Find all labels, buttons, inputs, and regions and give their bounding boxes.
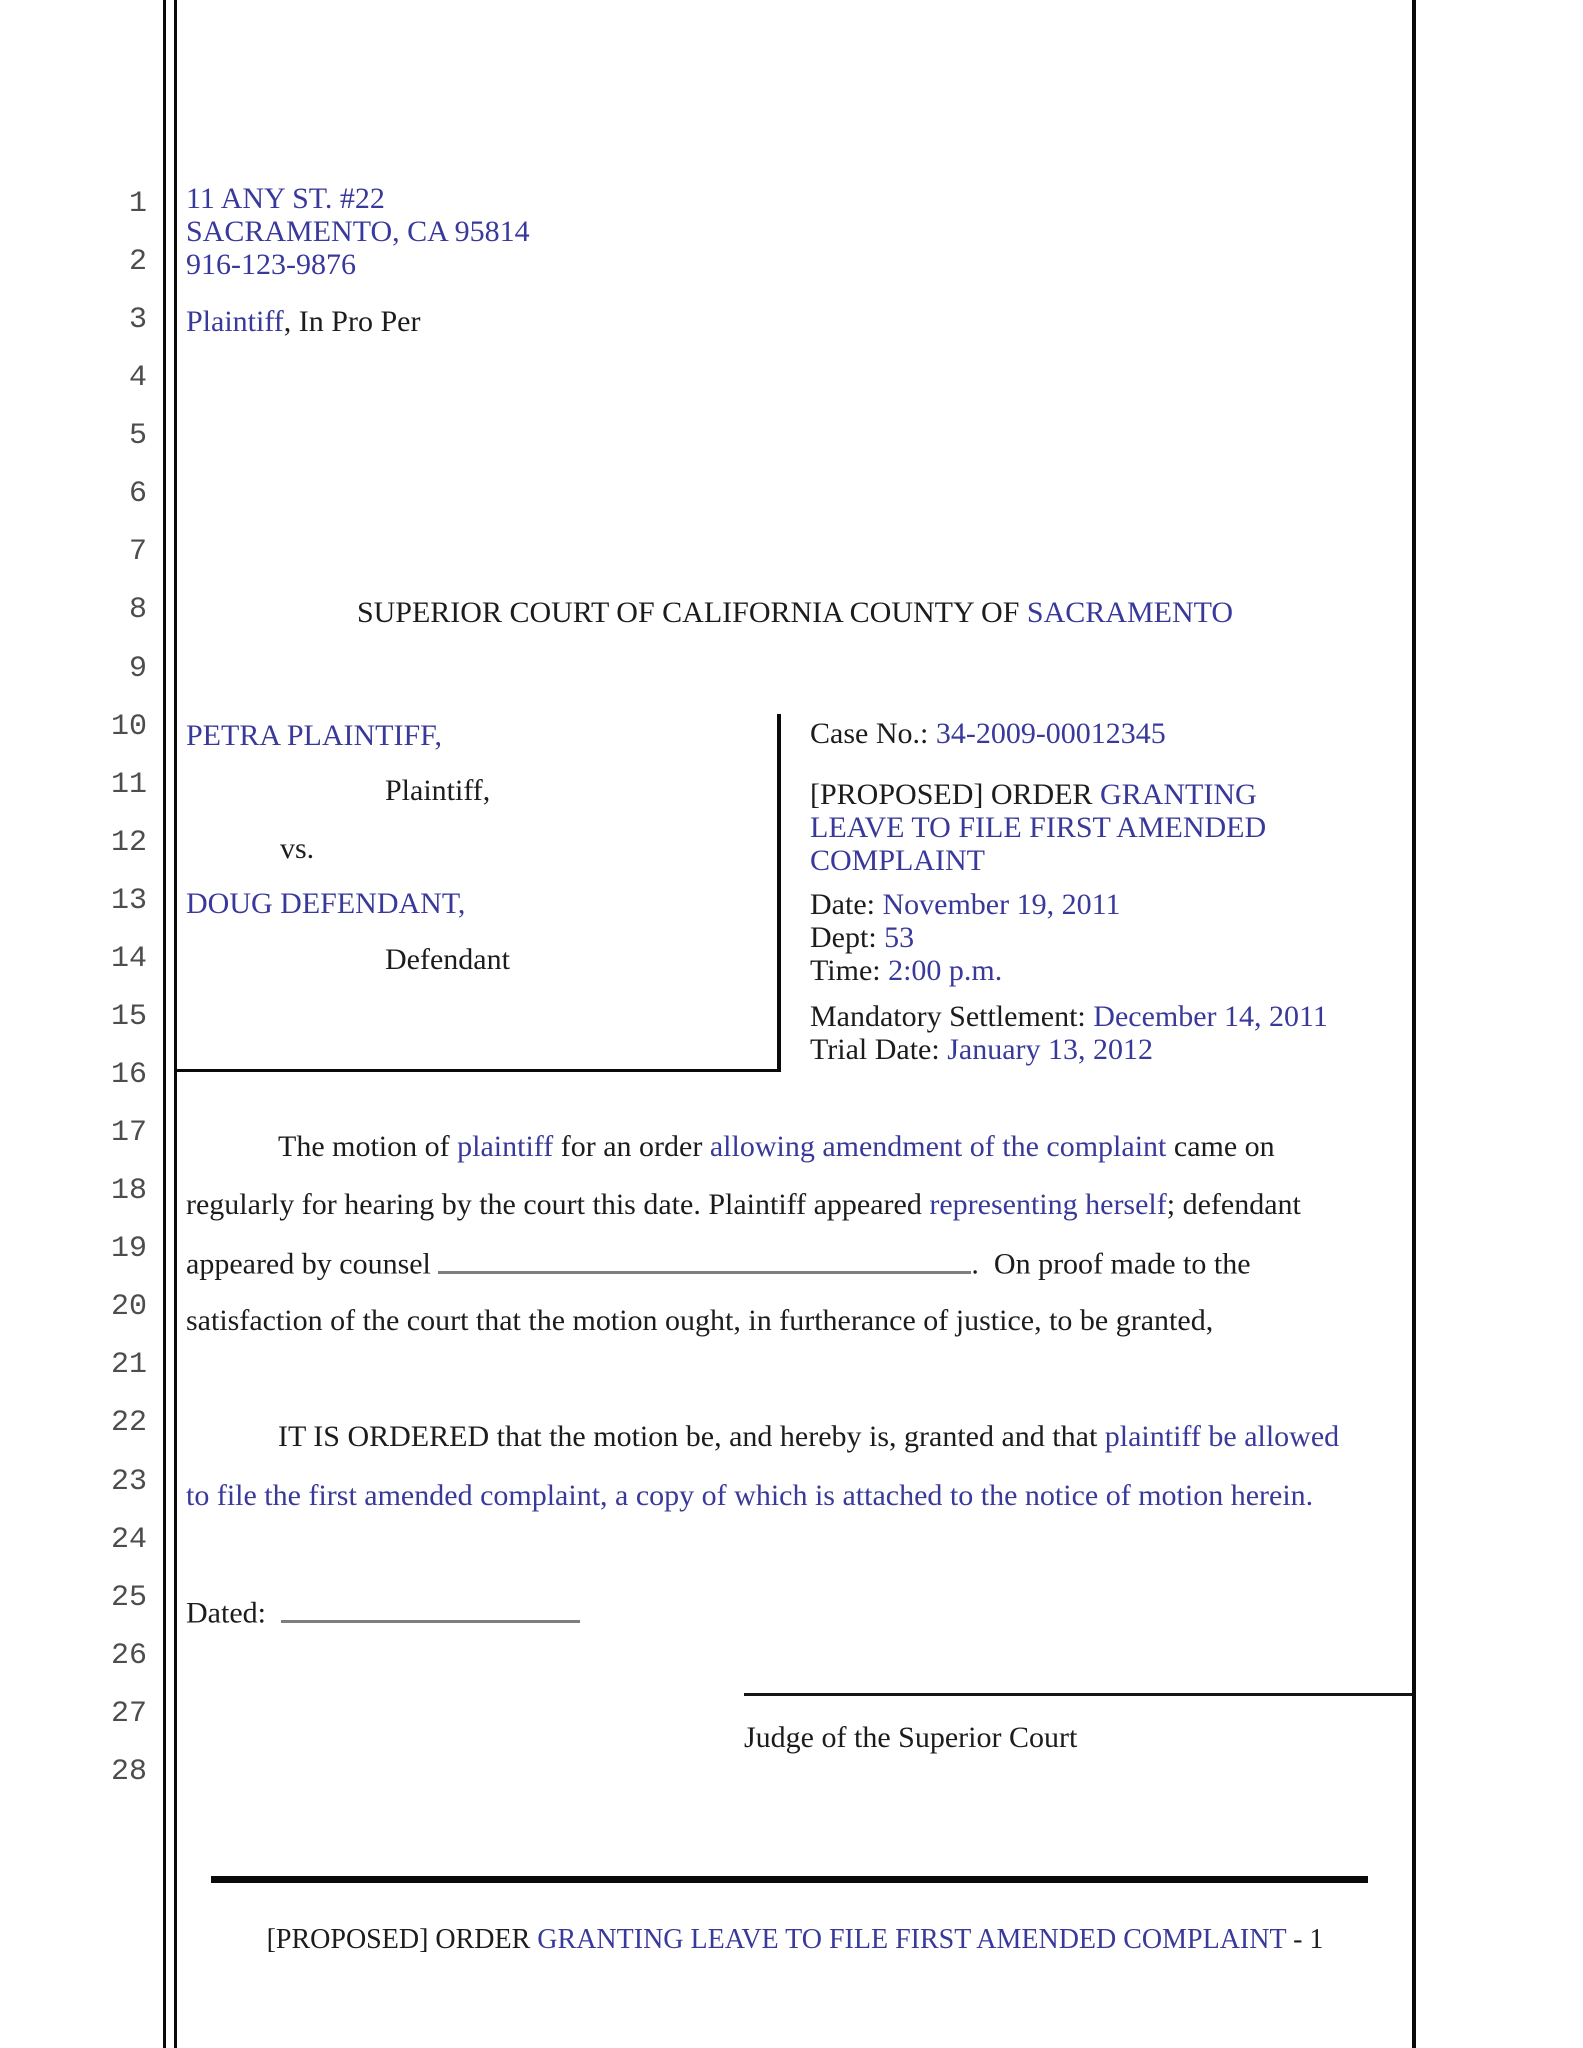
text-line [810, 954, 1120, 987]
text-segment: LEAVE TO FILE FIRST AMENDED [810, 811, 1267, 844]
line-number: 2 [128, 245, 147, 280]
line-number: 12 [110, 825, 147, 860]
text-segment: representing herself [929, 1188, 1167, 1221]
text-segment: PETRA PLAINTIFF, [186, 719, 442, 752]
text-line [186, 215, 530, 248]
text-segment: for an order [553, 1130, 710, 1163]
text-segment: 916-123-9876 [186, 248, 356, 281]
pro-per-line [186, 304, 420, 340]
filer-address-block [186, 182, 530, 281]
text-segment: [PROPOSED] ORDER [266, 1924, 538, 1955]
caption-bottom-rule [177, 1069, 781, 1072]
judge-signature-line [744, 1693, 1412, 1696]
line-number: 13 [110, 883, 147, 918]
blank-underline [438, 1245, 971, 1274]
line-number: 10 [110, 709, 147, 744]
line-number: 17 [110, 1116, 147, 1151]
text-segment: Plaintiff, [385, 774, 491, 807]
text-segment: . On proof made to the [971, 1247, 1251, 1281]
line-number: 14 [110, 941, 147, 976]
text-segment: plaintiff be allowed [1104, 1420, 1340, 1453]
text-segment: [PROPOSED] ORDER [810, 778, 1101, 811]
order-title [810, 778, 1266, 877]
text-segment: appeared by counsel [186, 1247, 439, 1281]
text-line [186, 182, 530, 215]
text-segment: COMPLAINT [810, 844, 986, 877]
text-segment: satisfaction of the court that the motion ought, in furtherance of justice, to be granted, [186, 1304, 1214, 1337]
line-number: 16 [110, 1058, 147, 1093]
caption-defendant-role [385, 942, 510, 978]
body-paragraph1-line4 [186, 1303, 1213, 1339]
text-segment: regularly for hearing by the court this date. Plaintiff appeared [186, 1188, 930, 1221]
text-segment: 2:00 p.m. [888, 954, 1003, 987]
text-segment: Mandatory Settlement: [810, 1000, 1094, 1033]
line-number: 18 [110, 1174, 147, 1209]
text-segment: 53 [884, 921, 915, 954]
footer-rule [211, 1876, 1368, 1883]
text-segment: GRANTING [1100, 778, 1257, 811]
text-segment: Date: [810, 888, 883, 921]
text-line [810, 1033, 1328, 1066]
line-number: 24 [110, 1522, 147, 1557]
text-segment: ; defendant [1166, 1188, 1301, 1221]
text-segment: SACRAMENTO [1026, 596, 1234, 629]
text-segment: , In Pro Per [283, 305, 421, 338]
text-line [810, 888, 1120, 921]
line-number: 27 [110, 1696, 147, 1731]
line-number: 5 [128, 419, 147, 454]
right-margin-rule [1412, 0, 1416, 2048]
footer-title-line [176, 1924, 1414, 1956]
text-segment: Time: [810, 954, 889, 987]
caption-versus [280, 831, 314, 867]
text-segment: IT IS ORDERED that the motion be, and hereby is, granted and that [278, 1420, 1105, 1453]
text-line [810, 811, 1266, 844]
text-segment: 34-2009-00012345 [935, 717, 1166, 750]
text-line [810, 1000, 1328, 1033]
line-number: 26 [110, 1638, 147, 1673]
text-segment: plaintiff [457, 1130, 554, 1163]
text-segment: November 19, 2011 [882, 888, 1121, 921]
line-number: 3 [128, 303, 147, 338]
line-number: 7 [128, 535, 147, 570]
text-segment: Dept: [810, 921, 885, 954]
body-paragraph1-line2 [186, 1187, 1301, 1223]
line-number: 20 [110, 1290, 147, 1325]
line-number: 28 [110, 1754, 147, 1789]
case-number-line [810, 716, 1166, 752]
line-number: 4 [128, 361, 147, 396]
text-segment: - 1 [1286, 1924, 1324, 1955]
text-segment: to file the first amended complaint, a copy of which is attached to the notice of motion herein. [186, 1479, 1314, 1512]
dated-line [186, 1594, 580, 1632]
text-segment: December 14, 2011 [1093, 1000, 1328, 1033]
hearing-info-block [810, 888, 1120, 987]
text-segment: came on [1166, 1130, 1275, 1163]
judge-title: Judge of the Superior Court [744, 1721, 1078, 1754]
body-paragraph1-line3 [186, 1245, 1251, 1283]
text-segment: Trial Date: [810, 1033, 948, 1066]
text-line [186, 248, 530, 281]
text-segment: SUPERIOR COURT OF CALIFORNIA COUNTY OF [356, 596, 1027, 629]
schedule-info-block [810, 1000, 1328, 1066]
line-number: 19 [110, 1232, 147, 1267]
dated-blank-line [281, 1594, 580, 1623]
dated-label: Dated: [186, 1596, 266, 1630]
line-number: 1 [128, 187, 147, 221]
text-segment: DOUG DEFENDANT, [186, 887, 466, 920]
body-paragraph2-line1 [278, 1419, 1339, 1455]
caption-defendant-name [186, 886, 465, 922]
text-segment: 11 ANY ST. #22 [186, 182, 385, 215]
text-segment: allowing amendment of the complaint [709, 1130, 1167, 1163]
body-paragraph2-line2 [186, 1478, 1313, 1514]
line-number: 22 [110, 1406, 147, 1441]
text-segment: Plaintiff [186, 305, 284, 338]
caption-divider-rule [777, 714, 781, 1072]
court-title [176, 595, 1414, 631]
left-margin-rule-outer [163, 0, 166, 2048]
line-number: 6 [128, 477, 147, 512]
left-margin-rule-inner [174, 0, 177, 2048]
text-line [810, 921, 1120, 954]
line-number: 8 [128, 593, 147, 628]
line-number: 15 [110, 999, 147, 1034]
text-line [810, 778, 1266, 811]
line-number: 23 [110, 1464, 147, 1499]
line-number: 11 [110, 767, 147, 802]
line-number: 25 [110, 1580, 147, 1615]
caption-plaintiff-name [186, 718, 442, 754]
line-number: 9 [128, 651, 147, 686]
text-segment: vs. [280, 832, 315, 865]
text-line [810, 844, 1266, 877]
text-segment: SACRAMENTO, CA 95814 [186, 215, 530, 248]
text-segment: January 13, 2012 [947, 1033, 1154, 1066]
text-segment: Defendant [385, 943, 510, 976]
caption-plaintiff-role [385, 773, 490, 809]
text-segment: The motion of [278, 1130, 458, 1163]
text-segment: Case No.: [810, 717, 936, 750]
line-number: 21 [110, 1348, 147, 1383]
body-paragraph1-line1 [278, 1129, 1275, 1165]
text-segment: GRANTING LEAVE TO FILE FIRST AMENDED COMPLAINT [537, 1924, 1287, 1955]
